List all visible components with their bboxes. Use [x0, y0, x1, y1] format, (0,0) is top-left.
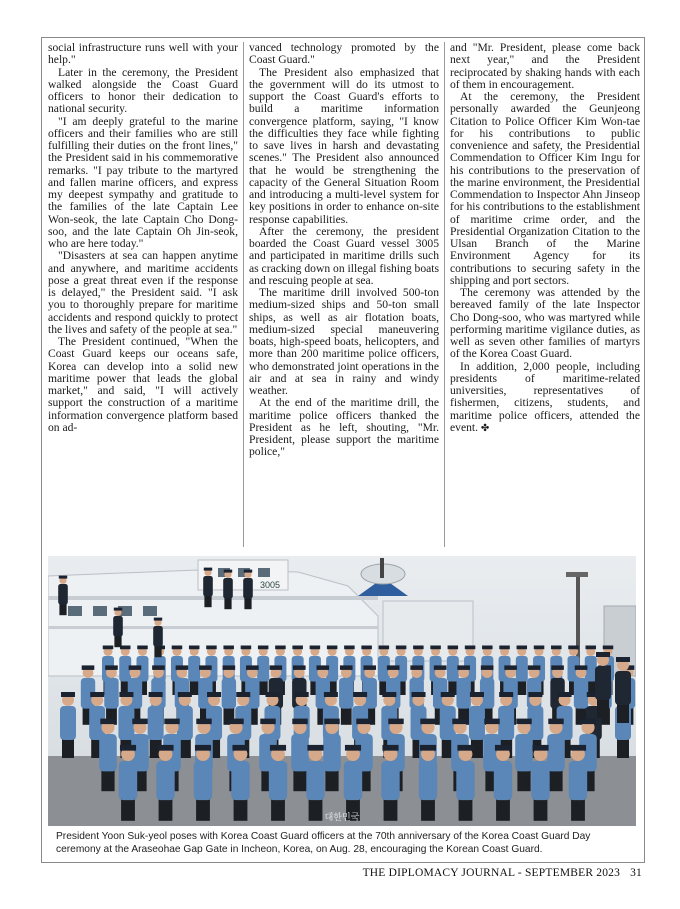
- photo-watermark: 대한민국: [324, 813, 360, 823]
- officer-figure: [231, 745, 249, 821]
- paragraph: social infrastructure runs well with your help.": [48, 42, 238, 67]
- paragraph: At the end of the maritime drill, the maritime police officers thanked the President as he left, shouting, "Mr. President, please support the maritime police,": [249, 396, 439, 459]
- officer-figure: [344, 745, 362, 821]
- officer-figure: [323, 719, 341, 792]
- officer-figure: [99, 719, 117, 792]
- officer-figure: [494, 745, 512, 821]
- paragraph: vanced technology promoted by the Coast Guard.": [249, 42, 439, 67]
- page-number: 31: [630, 867, 642, 879]
- photo-caption: [56, 831, 636, 856]
- officer-figure: [194, 745, 212, 821]
- paragraph: "Disasters at sea can happen anytime and anywhere, and maritime accidents pose a great threat even if the response is delayed," the President said. "I ask you to thoroughly prepare for maritime accidents and respond quickly to protect the lives and safety of the people at sea.": [48, 249, 238, 336]
- officer-figure: [269, 745, 287, 821]
- officer-figure: [456, 665, 470, 724]
- officer-figure: [306, 745, 324, 821]
- paragraph: After the ceremony, the president boarded the Coast Guard vessel 3005 and participated in maritime drills such as cracking down on illegal fishing boats and rescuing people at sea.: [249, 224, 439, 287]
- paragraph: Later in the ceremony, the President walked alongside the Coast Guard officers to honor their dedication to national security.: [48, 65, 238, 116]
- paragraph: [450, 361, 640, 436]
- officer-figure: [381, 745, 399, 821]
- group-photo: [48, 556, 636, 826]
- group-photo-illustration: [48, 556, 636, 826]
- officer-figure: [547, 719, 565, 792]
- officer-figure: [515, 719, 533, 792]
- officer-figure: [243, 570, 253, 610]
- officer-figure: [223, 570, 233, 610]
- paragraph: The maritime drill involved 500-ton medium-sized ships and 50-ton small ships, as well as air flotation boats, medium-sized special maneuvering boats, high-speed boats, helicopters, and more than 200 maritime police officers, who demonstrated joint operations in the air and at sea in rainy and windy weather.: [249, 286, 439, 397]
- officer-figure: [569, 745, 587, 821]
- page-footer: [363, 867, 642, 879]
- caption-line-1: President Yoon Suk-yeol poses with Korea Coast Guard officers at the 70th anniversary of the Korea Coast Guard Day: [56, 831, 591, 842]
- paragraph: and "Mr. President, please come back next year," and the President reciprocated by shaking hands with each of them in encouragement.: [450, 42, 640, 91]
- article-column-1: [48, 42, 238, 547]
- officer-figure: [531, 745, 549, 821]
- paragraph: At the ceremony, the President personally awarded the Geunjeong Citation to Police Officer Kim Won-tae for his contributions to public convenience and safety, the Presidential Commendation to Officer Kim Ingu for his contributions to the preservation of the marine environment, the Presidential Commendation to Inspector Ahn Jinseop for his contributions to the establishment of maritime crime order, and the Presidential Organization Citation to the Ulsan Branch of the Marine Environment Agency for its contributions to securing safety in the shipping and port sectors.: [450, 90, 640, 287]
- paragraph: The President also emphasized that the government will do its utmost to support the Coast Guard's efforts to build a maritime information convergence platform, saying, "I know the difficulties they face while fighting to save lives in harsh and devastating scenes." The President also announced that he would be strengthening the capacity of the General Situation Room and introducing a multi-level system for key positions in order to enhance on-site response capabilities.: [249, 65, 439, 226]
- officer-figure: [60, 692, 76, 758]
- paragraph: "I am deeply grateful to the marine officers and their families who are still fulfilling their duties on the front lines," the President said in his commemorative remarks. "I pay tribute to the martyred and fallen marine officers, and express my deepest sympathy and gratitude to the families of the late Captain Lee Won-seok, the late Captain Cho Dong-soo, and the late Captain Oh Jin-seok, who are here today.": [48, 114, 238, 250]
- caption-line-2: ceremony at the Araseohae Gap Gate in Incheon, Korea, on Aug. 28, encouraging the Korean Coast Guard.: [56, 843, 543, 855]
- paragraph-text: In addition, 2,000 people, including presidents of maritime-related universities, representatives of fishermen, citizens, students, and maritime police officers, attended the event.: [450, 359, 640, 434]
- officer-figure: [58, 576, 68, 616]
- officer-figure: [615, 657, 631, 723]
- end-mark-icon: ✤: [480, 422, 490, 434]
- officer-figure: [156, 745, 174, 821]
- article-column-2: [249, 42, 439, 547]
- officer-figure: [222, 665, 236, 724]
- officer-figure: [291, 719, 309, 792]
- journal-name: THE DIPLOMACY JOURNAL - SEPTEMBER 2023: [362, 867, 621, 879]
- column-divider: [444, 42, 445, 547]
- officer-figure: [456, 745, 474, 821]
- officer-figure: [119, 745, 137, 821]
- officer-figure: [595, 652, 611, 718]
- officer-figure: [153, 618, 163, 658]
- paragraph: The ceremony was attended by the bereaved family of the late Inspector Cho Dong-soo, who was martyred while performing maritime vigilance duties, as well as seven other families of martyrs of the Korea Coast Guard.: [450, 286, 640, 361]
- officer-figure: [419, 745, 437, 821]
- officer-figure: [339, 665, 353, 724]
- paragraph: The President continued, "When the Coast Guard keeps our oceans safe, Korea can develop into a solid new maritime power that leads the global market," and said, "I will actively support the construction of a maritime information convergence platform based on ad-: [48, 335, 238, 434]
- column-divider: [243, 42, 244, 547]
- article-column-3: [450, 42, 640, 547]
- officer-figure: [113, 608, 123, 648]
- officer-figure: [104, 665, 118, 724]
- ship-hull-number: 3005: [260, 580, 281, 590]
- officer-figure: [203, 568, 213, 608]
